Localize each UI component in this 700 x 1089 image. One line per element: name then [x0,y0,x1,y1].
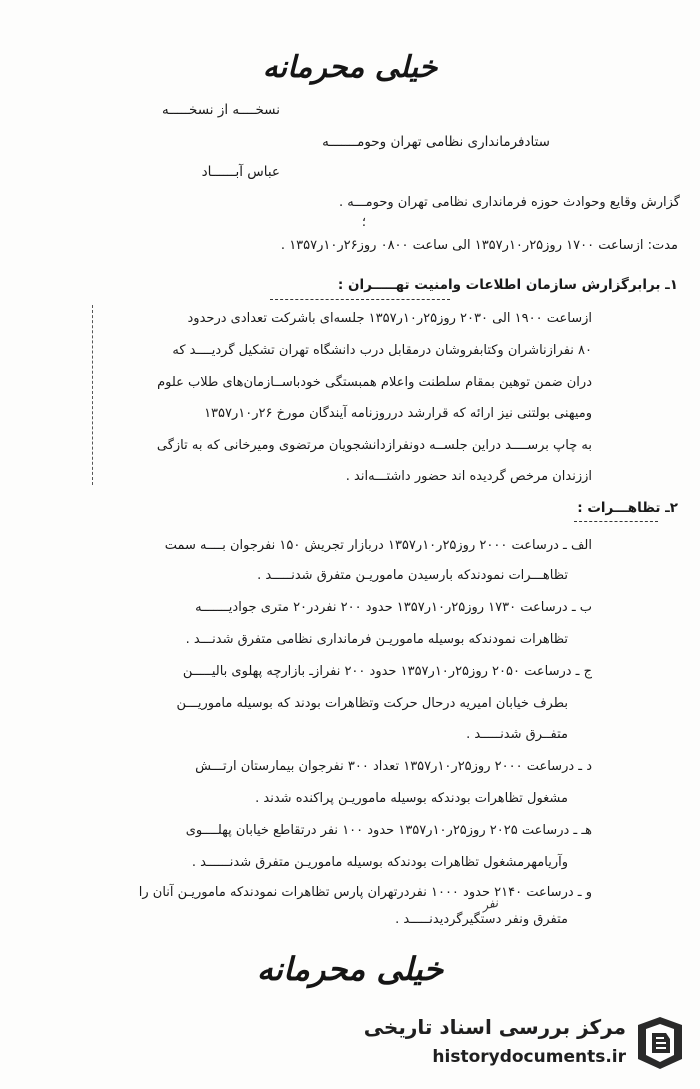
section2-item-c-line-2: بطرف خیابان امیریه درحال حرکت وتظاهرات بودند که بوسیله ماموریـــن [176,696,568,711]
section1-line-5: به چاپ برســــد دراین جلســه دونفرازدانشجویان مرتضوی ومیرخانی که به تازگی [156,438,592,453]
section2-item-f-line-1: و ـ درساعت ۲۱۴۰ حدود ۱۰۰۰ نفردرتهران پارس تظاهرات نمودندکه ماموریـن آنان را [138,885,592,900]
section2-item-d-line-1: د ـ درساعت ۲۰۰۰ روز۲۵ر۱۰ر۱۳۵۷ تعداد ۳۰۰ نفرجوان بیمارستان ارتـــش [195,759,592,774]
section2-item-e-line-1: هـ ـ درساعت ۲۰۲۵ روز۲۵ر۱۰ر۱۳۵۷ حدود ۱۰۰ نفر درتقاطع خیابان پهلــــوی [185,823,592,838]
report-period: مدت: ازساعت ۱۷۰۰ روز۲۵ر۱۰ر۱۳۵۷ الی ساعت ۰۸۰۰ روز۲۶ر۱۰ر۱۳۵۷ . [280,238,678,253]
section2-heading: ۲ـ تظاهـــرات : [577,500,678,516]
section2-item-c-line-3: متفــرق شدنـــــد . [466,727,568,742]
section1-line-1: ازساعت ۱۹۰۰ الی ۲۰۳۰ روز۲۵ر۱۰ر۱۳۵۷ جلسه‌ای باشرکت تعدادی درحدود [187,311,592,326]
watermark [363,1009,688,1079]
section1-heading: ۱ـ برابرگزارش سازمان اطلاعات وامنیت تهـــــران : [337,277,678,293]
section2-item-b-line-1: ب ـ درساعت ۱۷۳۰ روز۲۵ر۱۰ر۱۳۵۷ حدود ۲۰۰ نفردر۲۰ متری جوادیـــــــه [195,600,592,615]
section1-underline [270,299,450,300]
section1-line-4: ومیهنی بولتنی نیز ارائه که قرارشد درروزنامه آیندگان مورخ ۲۶ر۱۰ر۱۳۵۷ [204,406,592,421]
addressee-line: ستادفرماندارى نظامی تهران وحومـــــــه [322,134,550,150]
watermark-title: مرکز بررسی اسناد تاریخی [363,1015,626,1039]
section2-item-b-line-2: تظاهرات نمودندکه بوسیله ماموریـن فرماندارى نظامی متفرق شدنـــد . [185,632,568,647]
section2-item-e-line-2: وآریامهرمشغول تظاهرات بودندکه بوسیله ماموریـن متفرق شدنــــــد . [191,855,568,870]
section1-margin-rule [92,305,93,485]
section2-item-a-line-1: الف ـ درساعت ۲۰۰۰ روز۲۵ر۱۰ر۱۳۵۷ دربازار تجریش ۱۵۰ نفرجوان بــــه سمت [164,538,592,553]
section2-item-a-line-2: تظاهـــرات نمودندکه بارسیدن ماموریـن متفرق شدنـــــد . [257,568,568,583]
classification-top: خیلی محرمانه [262,50,438,85]
section1-line-6: اززندان مرخص گردیده اند حضور داشتـــه‌اند . [345,469,592,484]
watermark-url: historydocuments.ir [432,1047,626,1067]
report-title-mark: ؛ [361,215,366,230]
report-title: گزارش وقایع وحوادث حوزه فرماندارى نظامى تهران وحومـــه . [338,195,680,210]
document-archive-logo-icon [630,1013,688,1073]
section1-line-2: ۸۰ نفرازناشران وکتابفروشان درمقابل درب دانشگاه تهران تشکیل گردیــــد که [172,343,592,358]
classification-bottom: خیلی محرمانه [256,950,444,988]
subject-line: عباس آبــــــاد [201,164,280,180]
section2-item-d-line-2: مشغول تظاهرات بودندکه بوسیله ماموریـن پراکنده شدند . [255,791,568,806]
section2-item-c-line-1: ج ـ درساعت ۲۰۵۰ روز۲۵ر۱۰ر۱۳۵۷ حدود ۲۰۰ نفرازـ بازارچه پهلوی بالیـــــن [182,664,592,679]
section1-line-3: دران ضمن توهین بمقام سلطنت واعلام همبستگی خودباســازمان‌هاى طلاب علوم [157,375,592,390]
handwritten-margin-note: نفر [480,895,500,913]
copy-number-line: نسخــــه از نسخـــــه [162,102,280,118]
section2-underline [574,521,658,522]
section2-item-f-line-2: متفرق ونفر دستگیرگردیدنـــــد . [395,912,568,927]
